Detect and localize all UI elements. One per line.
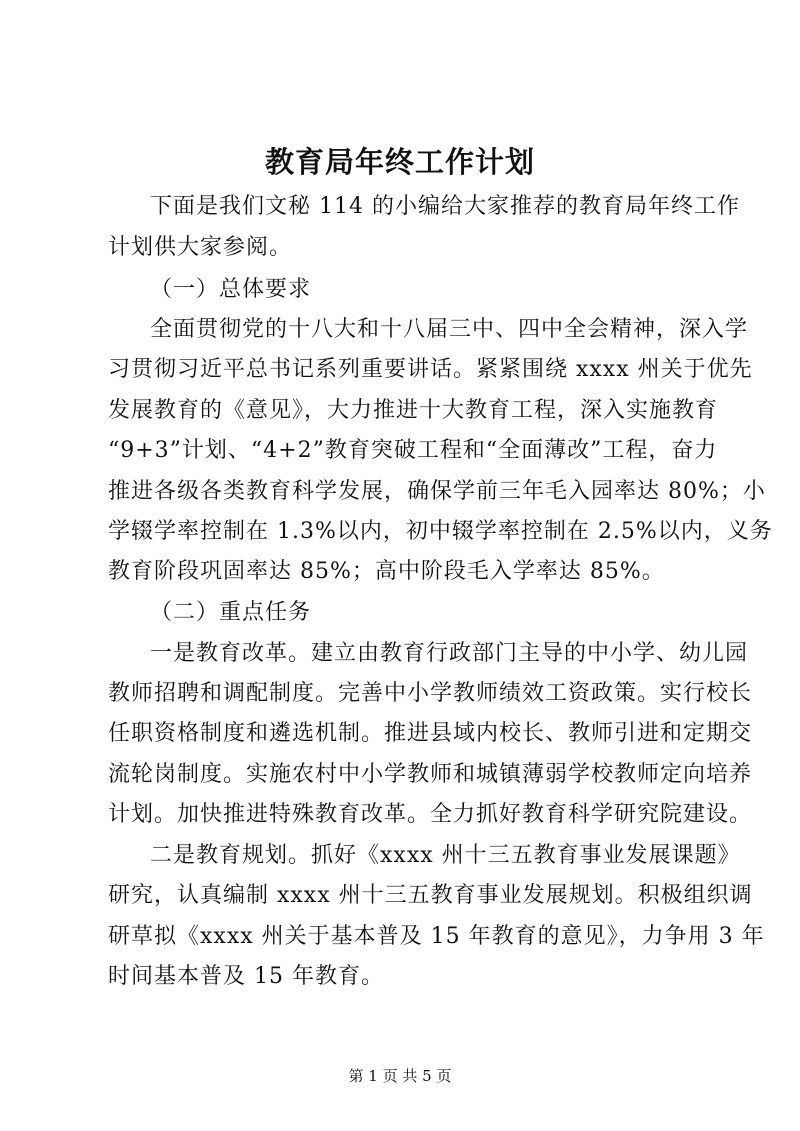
section-heading-1: （一）总体要求 (150, 277, 312, 302)
paragraph-line: 流轮岗制度。实施农村中小学教师和城镇薄弱学校教师定向培养 (108, 762, 753, 787)
page-title: 教育局年终工作计划 (264, 145, 535, 179)
paragraph-line: 二是教育规划。抓好《xxxx 州十三五教育事业发展课题》 (150, 843, 741, 868)
paragraph-line: 教师招聘和调配制度。完善中小学教师绩效工资政策。实行校长 (108, 681, 753, 706)
paragraph-line: 任职资格制度和遴选机制。推进县域内校长、教师引进和定期交 (108, 721, 753, 746)
paragraph-line: 教育阶段巩固率达 85%；高中阶段毛入学率达 85%。 (108, 559, 665, 584)
page-footer: 第 1 页 共 5 页 (348, 1067, 452, 1085)
paragraph-line: 发展教育的《意见》，大力推进十大教育工程，深入实施教育 (108, 398, 719, 423)
paragraph-line: 研草拟《xxxx 州关于基本普及 15 年教育的意见》，力争用 3 年 (108, 924, 765, 949)
paragraph-line: 推进各级各类教育科学发展，确保学前三年毛入园率达 80%；小 (108, 479, 766, 504)
paragraph-line: 研究，认真编制 xxxx 州十三五教育事业发展规划。积极组织调 (108, 883, 753, 908)
intro-line-1: 下面是我们文秘 114 的小编给大家推荐的教育局年终工作 (150, 194, 740, 219)
paragraph-line: “9+3”计划、“4+2”教育突破工程和“全面薄改”工程，奋力 (108, 438, 718, 463)
section-heading-2: （二）重点任务 (150, 600, 312, 625)
intro-line-2: 计划供大家参阅。 (108, 235, 293, 260)
paragraph-line: 学辍学率控制在 1.3%以内，初中辍学率控制在 2.5%以内，义务 (108, 519, 773, 544)
paragraph-line: 全面贯彻党的十八大和十八届三中、四中全会精神，深入学 (150, 317, 749, 342)
paragraph-line: 时间基本普及 15 年教育。 (108, 964, 384, 989)
paragraph-line: 习贯彻习近平总书记系列重要讲话。紧紧围绕 xxxx 州关于优先 (108, 357, 753, 382)
paragraph-line: 一是教育改革。建立由教育行政部门主导的中小学、幼儿园 (150, 641, 749, 666)
paragraph-line: 计划。加快推进特殊教育改革。全力抓好教育科学研究院建设。 (108, 802, 753, 827)
